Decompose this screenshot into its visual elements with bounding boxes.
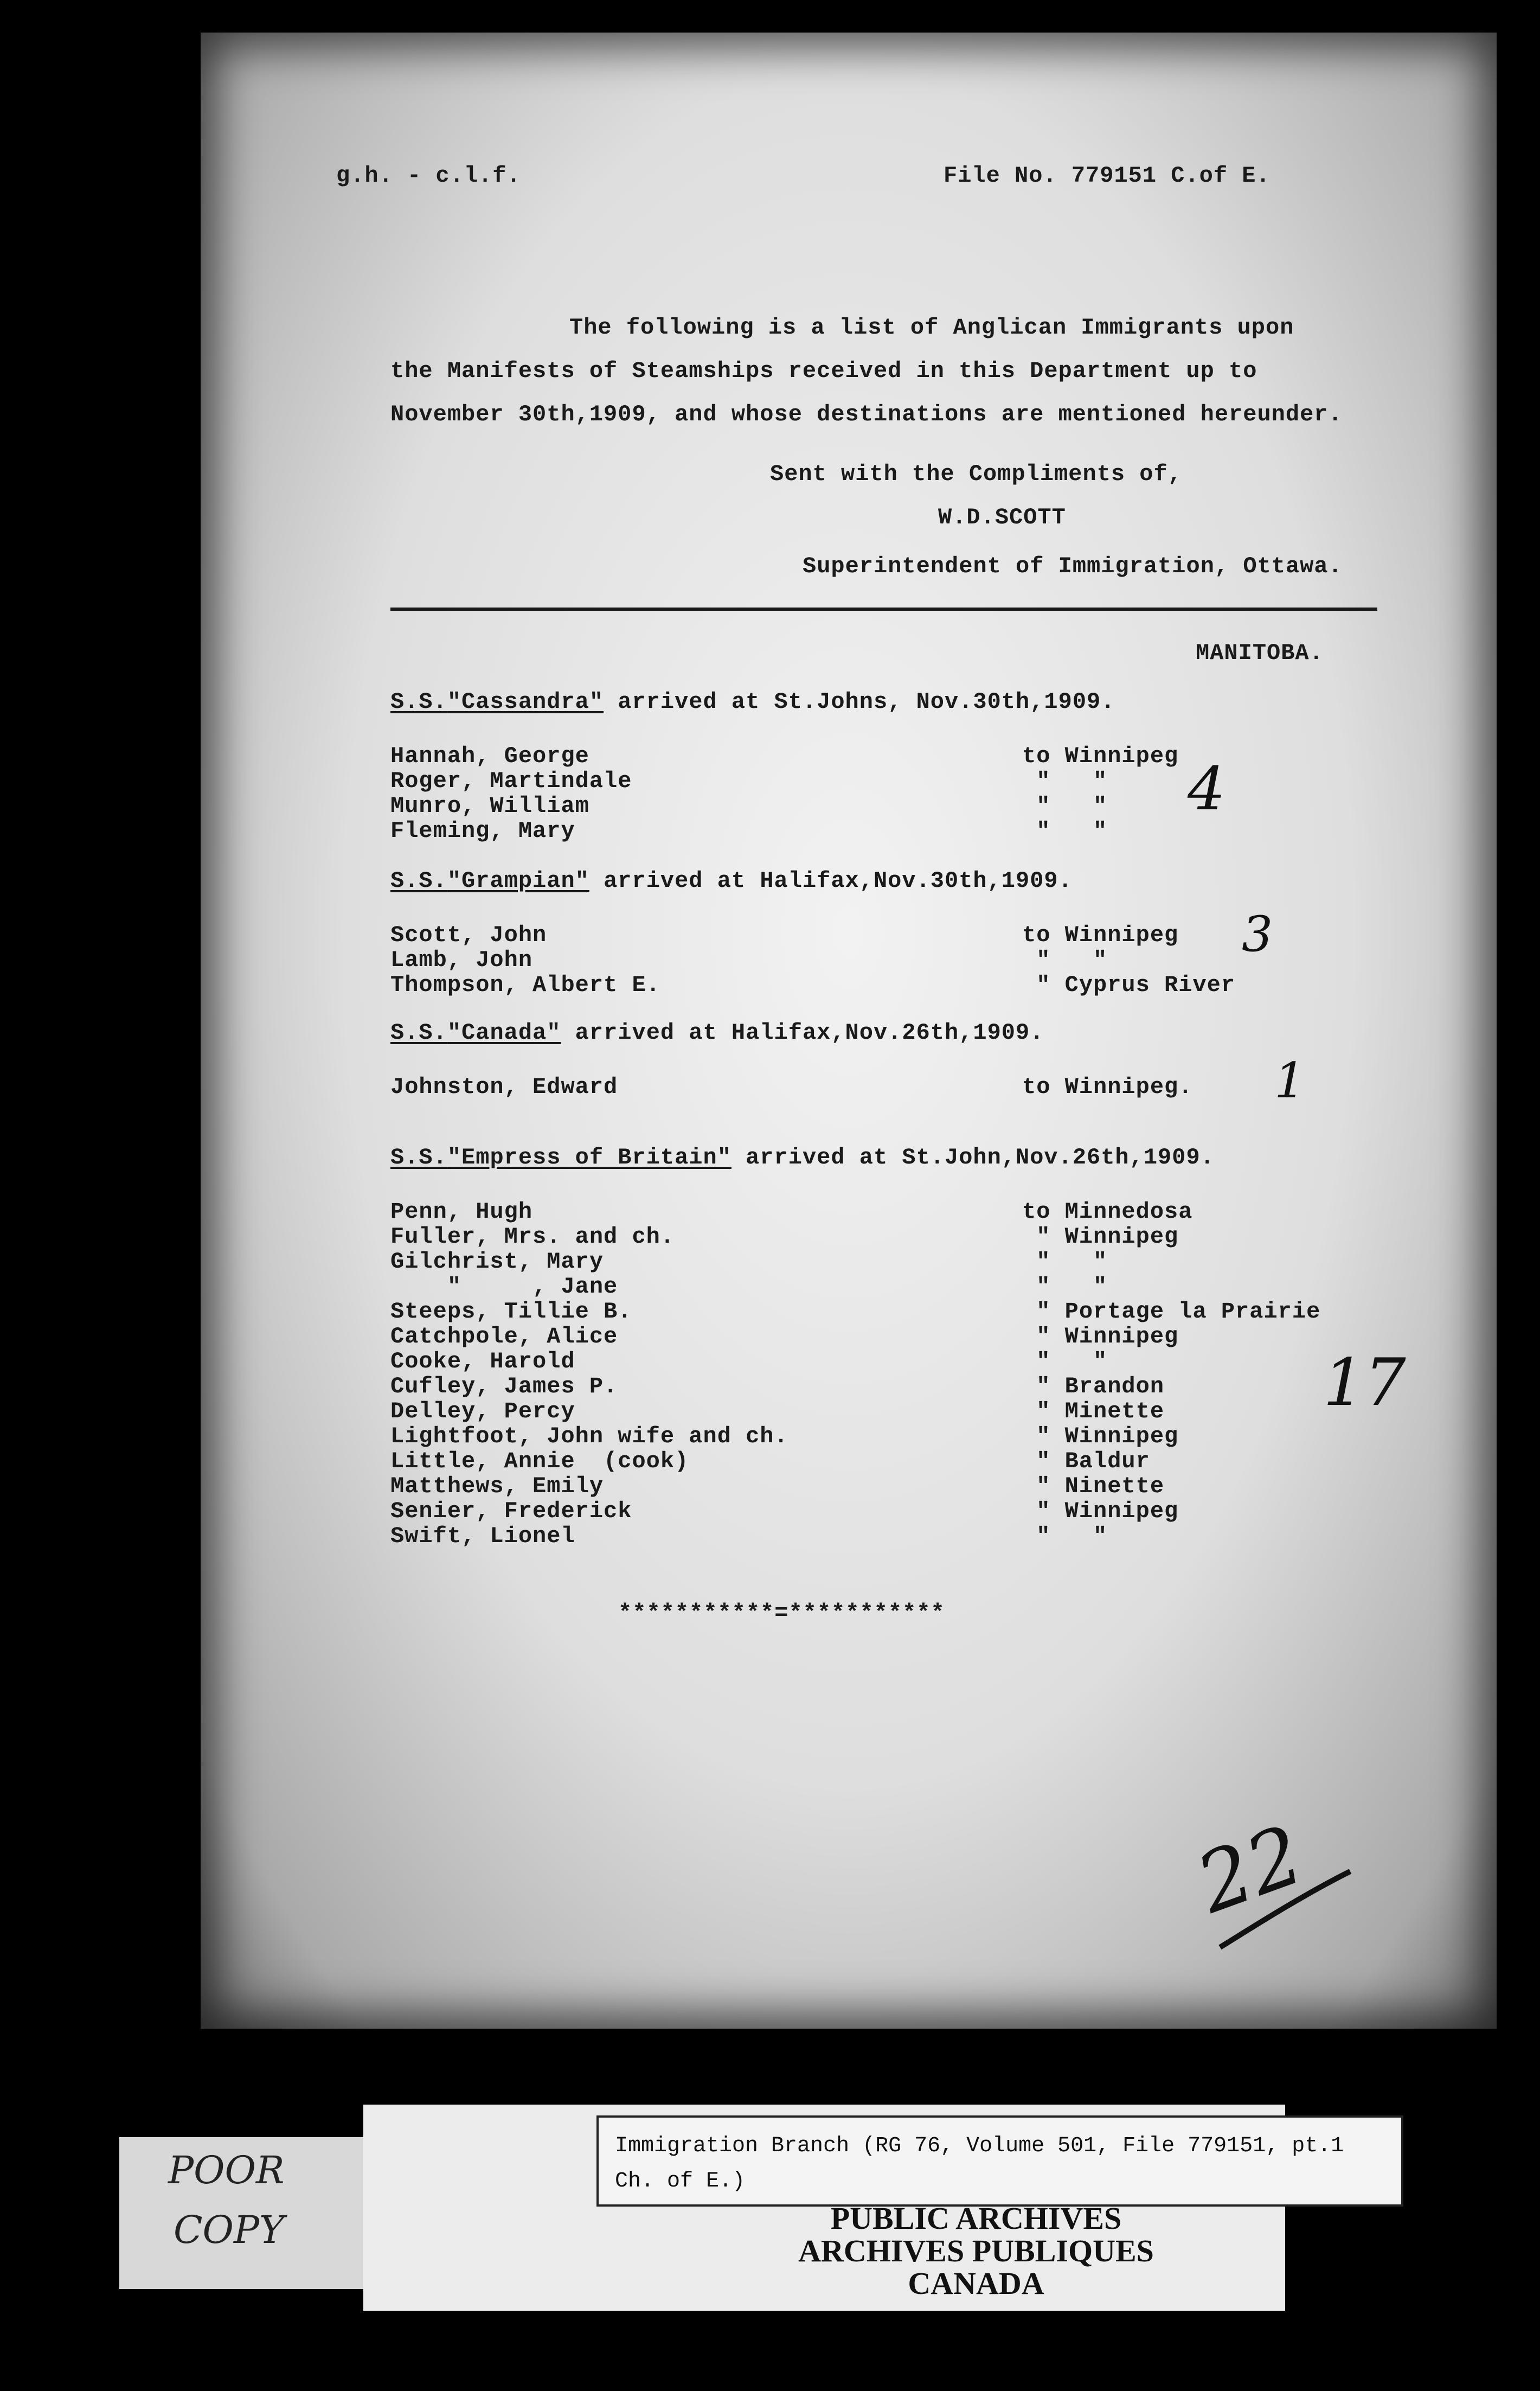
intro-line-3: November 30th,1909, and whose destinations are mentioned hereunder. (390, 401, 1343, 427)
initials: g.h. - c.l.f. (336, 163, 521, 189)
archive-label (119, 2115, 1421, 2311)
reference-line-2: Ch. of E.) (615, 2169, 746, 2194)
passenger-list (390, 743, 1258, 852)
list-item: Hannah, George to Winnipeg (390, 743, 1179, 769)
signer-name: W.D.SCOTT (938, 504, 1066, 530)
handwritten-total: 22 (1185, 1807, 1315, 1932)
ship-heading: S.S."Canada" arrived at Halifax,Nov.26th,1909. (390, 1020, 1044, 1046)
reference-line-1: Immigration Branch (RG 76, Volume 501, File 779151, pt.1 (615, 2134, 1344, 2158)
list-item: Roger, Martindale " " (390, 768, 1108, 794)
stamp-line-1: PUBLIC ARCHIVES (830, 2201, 1122, 2236)
list-item: Swift, Lionel " " (390, 1523, 1108, 1549)
ship-heading: S.S."Cassandra" arrived at St.Johns, Nov.30th,1909. (390, 689, 1115, 715)
archives-stamp (694, 2202, 1258, 2300)
poor-copy-line-1: POOR (168, 2148, 285, 2192)
document-page (201, 33, 1497, 2029)
signer-title: Superintendent of Immigration, Ottawa. (803, 553, 1343, 579)
end-rule: ***********=*********** (618, 1600, 945, 1626)
reference-slip (596, 2115, 1403, 2207)
handwritten-count: 3 (1242, 906, 1273, 963)
handwritten-count: 1 (1274, 1052, 1306, 1109)
list-item: Scott, John to Winnipeg (390, 922, 1179, 948)
list-item: Fleming, Mary " " (390, 818, 1108, 844)
list-item: Lamb, John " " (390, 947, 1108, 973)
list-item: Lightfoot, John wife and ch. " Winnipeg (390, 1423, 1179, 1449)
file-number: File No. 779151 C.of E. (944, 163, 1271, 189)
separator-rule (390, 608, 1377, 611)
list-item: Senier, Frederick " Winnipeg (390, 1498, 1179, 1524)
stamp-line-2: ARCHIVES PUBLIQUES (798, 2233, 1154, 2268)
list-item: Cufley, James P. " Brandon (390, 1373, 1165, 1399)
stamp-line-3: CANADA (908, 2266, 1044, 2301)
sent-with: Sent with the Compliments of, (770, 461, 1182, 487)
handwritten-count: 4 (1188, 754, 1225, 823)
intro-line-1: The following is a list of Anglican Immigrants upon (569, 315, 1294, 341)
poor-copy-card (119, 2137, 369, 2289)
intro-line-2: the Manifests of Steamships received in this Department up to (390, 358, 1257, 384)
province-heading: MANITOBA. (1196, 640, 1324, 666)
list-item: Catchpole, Alice " Winnipeg (390, 1324, 1179, 1350)
list-item: Thompson, Albert E. " Cyprus River (390, 972, 1236, 998)
passenger-list (390, 1199, 1321, 1557)
list-item: Johnston, Edward to Winnipeg. (390, 1074, 1193, 1100)
list-item: Steeps, Tillie B. " Portage la Prairie (390, 1299, 1321, 1325)
list-item: Fuller, Mrs. and ch. " Winnipeg (390, 1224, 1179, 1250)
list-item: Gilchrist, Mary " " (390, 1249, 1108, 1275)
ship-heading: S.S."Grampian" arrived at Halifax,Nov.30th,1909. (390, 868, 1073, 894)
list-item: Penn, Hugh to Minnedosa (390, 1199, 1193, 1225)
list-item: Munro, William " " (390, 793, 1108, 819)
handwritten-strike (1215, 1866, 1356, 1953)
handwritten-count: 17 (1323, 1345, 1406, 1421)
ship-heading: S.S."Empress of Britain" arrived at St.John,Nov.26th,1909. (390, 1145, 1215, 1171)
list-item: Delley, Percy " Minette (390, 1398, 1165, 1424)
list-item: Cooke, Harold " " (390, 1348, 1108, 1374)
list-item: " , Jane " " (390, 1274, 1108, 1300)
list-item: Matthews, Emily " Ninette (390, 1473, 1165, 1499)
list-item: Little, Annie (cook) " Baldur (390, 1448, 1150, 1474)
poor-copy-line-2: COPY (174, 2208, 285, 2252)
passenger-list (390, 1074, 1258, 1107)
passenger-list (390, 922, 1258, 1003)
